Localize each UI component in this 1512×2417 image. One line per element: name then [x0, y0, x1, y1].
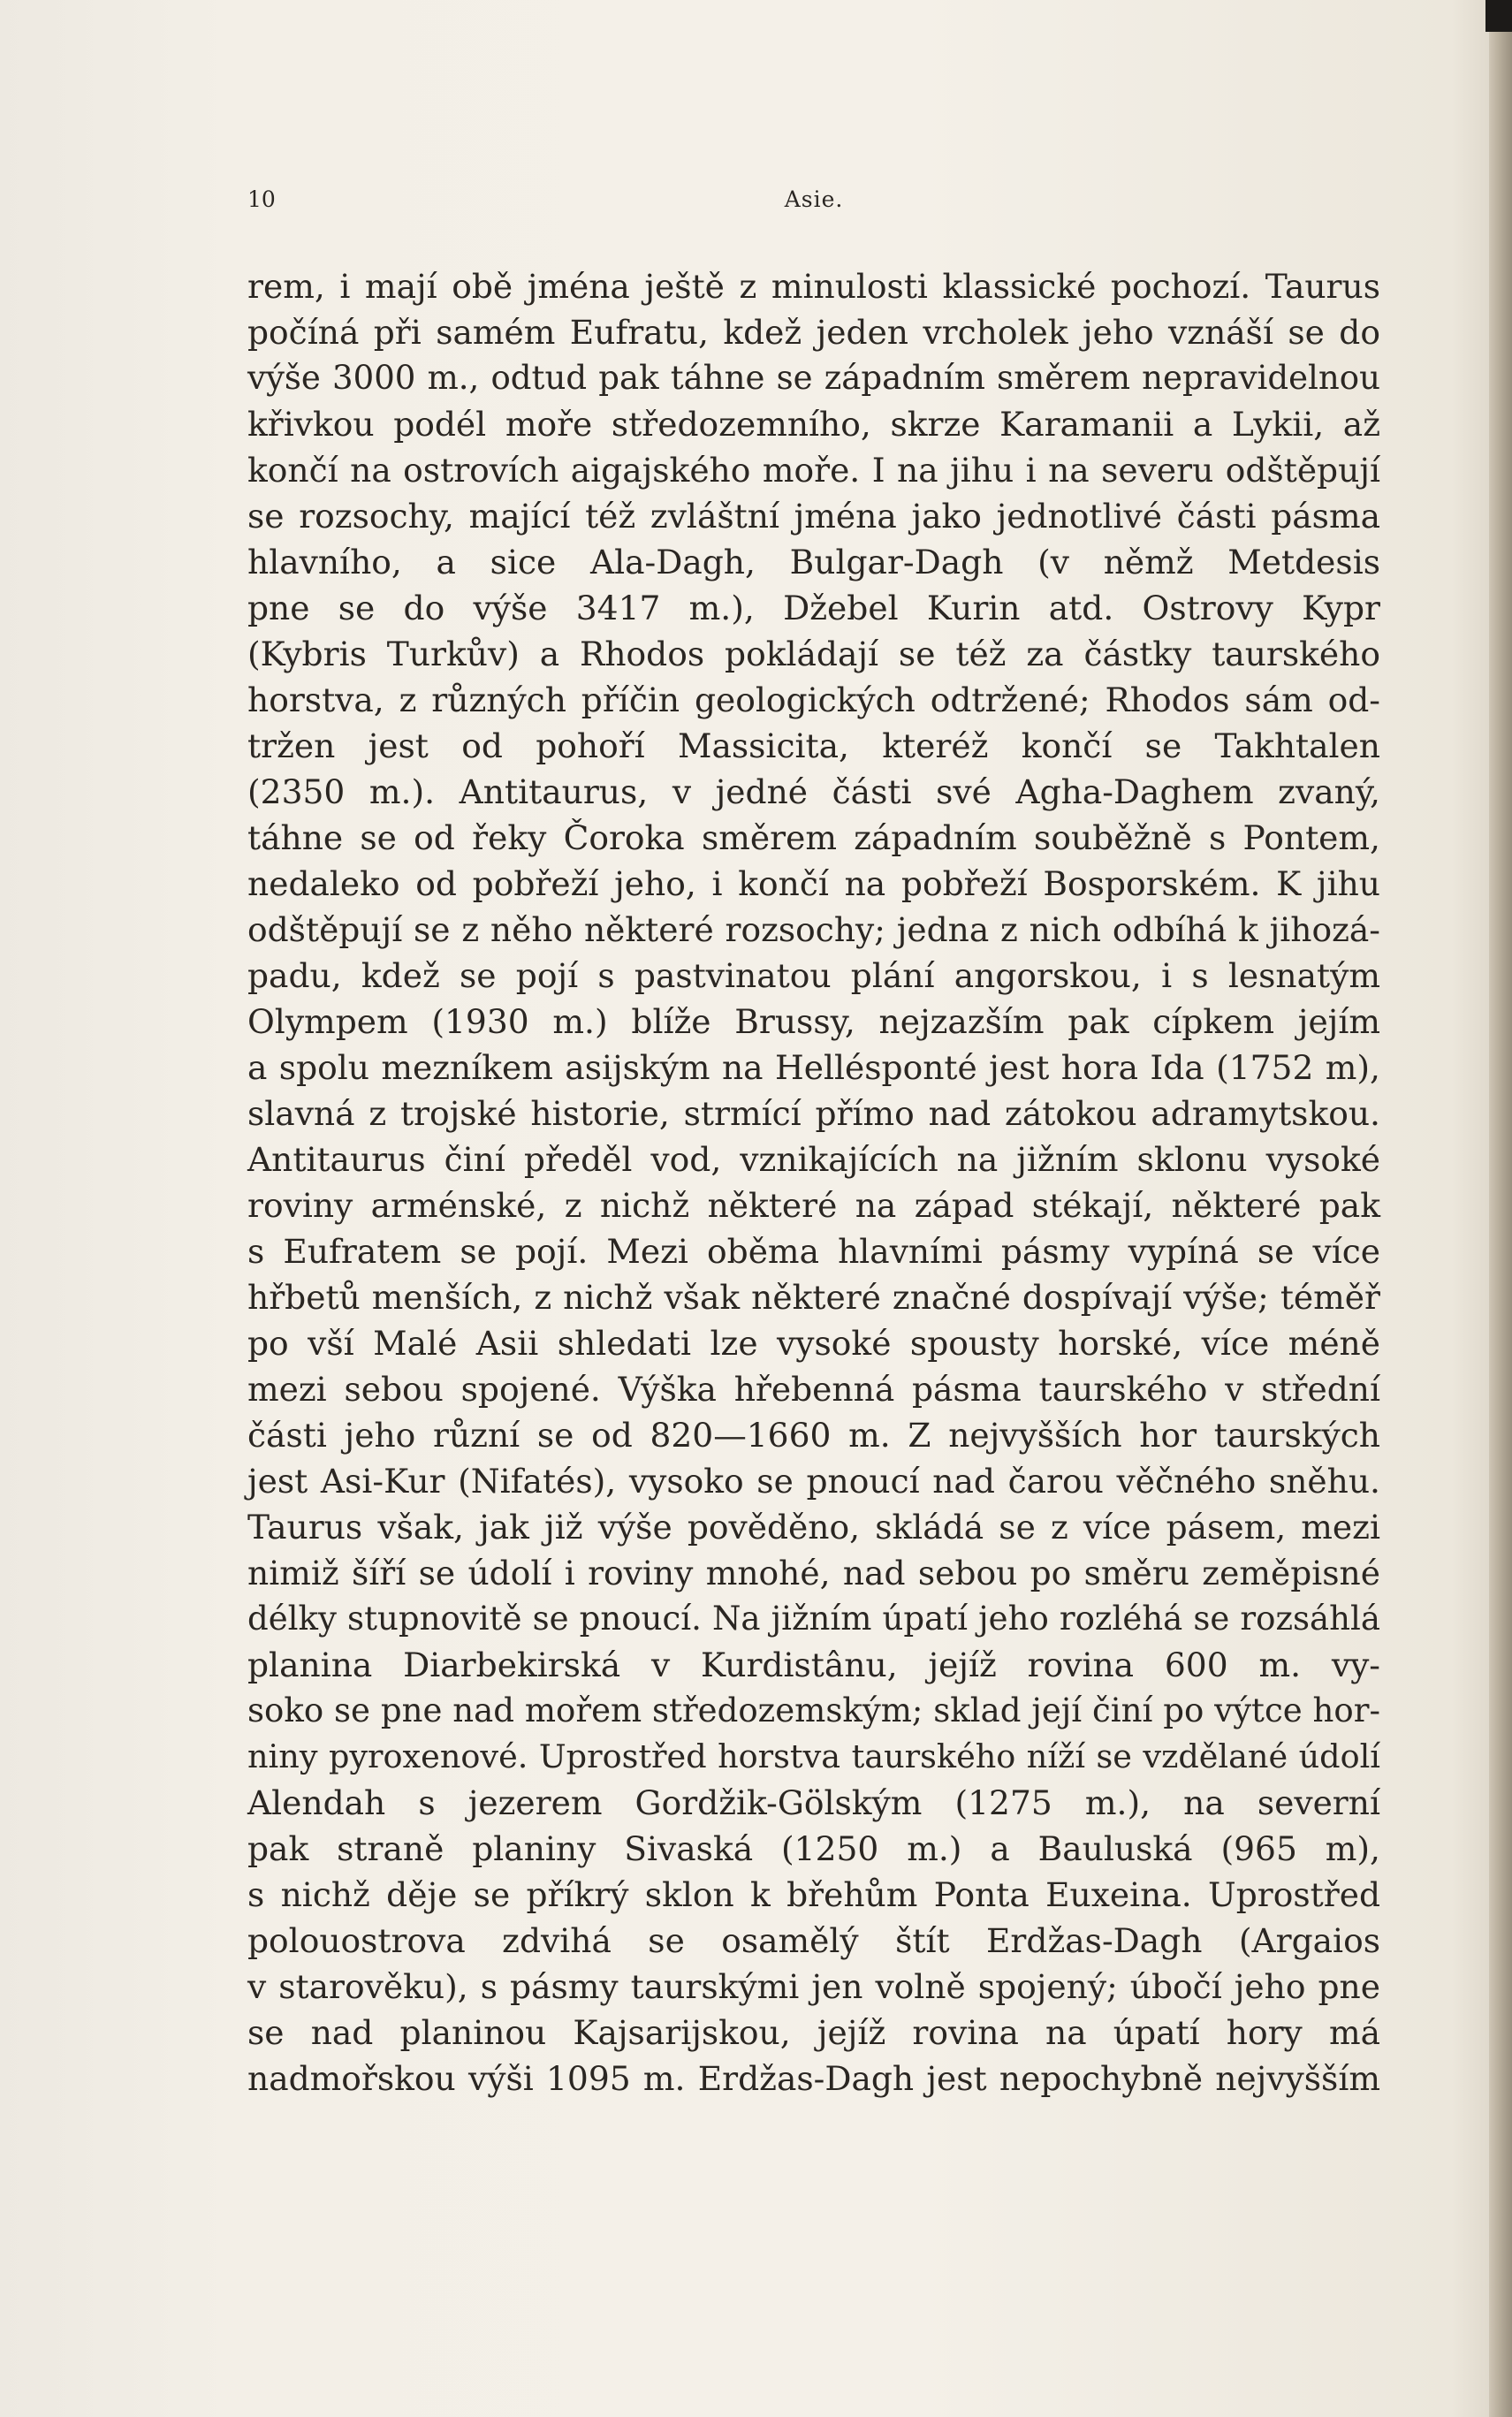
text-line: (2350 m.). Antitaurus, v jedné části své Agha-Daghem zvaný,	[247, 772, 1380, 811]
text-line: části jeho různí se od 820—1660 m. Z nejvyšších hor taurských	[247, 1416, 1380, 1455]
text-line: Alendah s jezerem Gordžik-Gölským (1275 m.), na severní	[247, 1783, 1380, 1822]
text-line: hlavního, a sice Ala-Dagh, Bulgar-Dagh (v němž Metdesis	[247, 543, 1380, 581]
text-line: křivkou podél moře středozemního, skrze Karamanii a Lykii, až	[247, 405, 1380, 444]
text-line: polouostrova zdvihá se osamělý štít Erdžas-Dagh (Argaios	[247, 1921, 1380, 1960]
text-line: po vší Malé Asii shledati lze vysoké spousty horské, více méně	[247, 1324, 1380, 1363]
text-line: tržen jest od pohoří Massicita, kteréž končí se Takhtalen	[247, 726, 1380, 765]
running-title: Asie.	[784, 186, 844, 212]
text-line: pne se do výše 3417 m.), Džebel Kurin atd. Ostrovy Kypr	[247, 589, 1380, 627]
page-edge-shadow	[1489, 0, 1512, 2417]
text-line: nimiž šíří se údolí i roviny mnohé, nad sebou po směru zeměpisné	[247, 1554, 1380, 1592]
text-line: se nad planinou Kajsarijskou, jejíž rovina na úpatí hory má	[247, 2013, 1380, 2052]
running-header	[247, 182, 1380, 217]
text-line: hřbetů menších, z nichž však některé značné dospívají výše; téměř	[247, 1278, 1380, 1317]
text-line: s Eufratem se pojí. Mezi oběma hlavními pásmy vypíná se více	[247, 1232, 1380, 1271]
text-line: nadmořskou výši 1095 m. Erdžas-Dagh jest nepochybně nejvyšším	[247, 2059, 1380, 2098]
text-line: končí na ostrovích aigajského moře. I na jihu i na severu odštěpují	[247, 451, 1380, 490]
text-line: horstva, z různých příčin geologických odtržené; Rhodos sám od-	[247, 680, 1380, 719]
text-line: padu, kdež se pojí s pastvinatou plání angorskou, i s lesnatým	[247, 956, 1380, 995]
text-line: mezi sebou spojené. Výška hřebenná pásma taurského v střední	[247, 1370, 1380, 1409]
text-line: pak straně planiny Sivaská (1250 m.) a Bauluská (965 m),	[247, 1829, 1380, 1868]
text-line: Antitaurus činí předěl vod, vznikajících na jižním sklonu vysoké	[247, 1140, 1380, 1179]
text-line: délky stupnovitě se pnoucí. Na jižním úpatí jeho rozléhá se rozsáhlá	[247, 1600, 1380, 1638]
text-line: slavná z trojské historie, strmící přímo nad zátokou adramytskou.	[247, 1094, 1380, 1133]
text-line: nedaleko od pobřeží jeho, i končí na pobřeží Bosporském. K jihu	[247, 864, 1380, 903]
text-line: a spolu mezníkem asijským na Hellésponté jest hora Ida (1752 m),	[247, 1048, 1380, 1087]
text-line: planina Diarbekirská v Kurdistânu, jejíž rovina 600 m. vy-	[247, 1646, 1380, 1684]
scan-corner-mark	[1485, 0, 1512, 32]
text-line: Olympem (1930 m.) blíže Brussy, nejzazším pak cípkem jejím	[247, 1002, 1380, 1041]
text-line: počíná při samém Eufratu, kdež jeden vrcholek jeho vznáší se do	[247, 313, 1380, 352]
text-line: odštěpují se z něho některé rozsochy; jedna z nich odbíhá k jihozá-	[247, 910, 1380, 949]
page-number: 10	[247, 186, 276, 212]
text-line: Taurus však, jak již výše pověděno, skládá se z více pásem, mezi	[247, 1508, 1380, 1547]
text-line: (Kybris Turkův) a Rhodos pokládají se též za částky taurského	[247, 635, 1380, 673]
text-line: roviny arménské, z nichž některé na západ stékají, některé pak	[247, 1186, 1380, 1225]
text-line: se rozsochy, mající též zvláštní jména jako jednotlivé části pásma	[247, 497, 1380, 536]
text-line: táhne se od řeky Čoroka směrem západním souběžně s Pontem,	[247, 818, 1380, 857]
text-line: výše 3000 m., odtud pak táhne se západním směrem nepravidelnou	[247, 359, 1380, 397]
body-text	[247, 263, 1380, 2102]
text-line: rem, i mají obě jména ještě z minulosti klassické pochozí. Taurus	[247, 267, 1380, 306]
text-line: s nichž děje se příkrý sklon k břehům Ponta Euxeina. Uprostřed	[247, 1875, 1380, 1914]
text-line: soko se pne nad mořem středozemským; sklad její činí po výtce hor-	[247, 1691, 1380, 1729]
text-line: niny pyroxenové. Uprostřed horstva taurského níží se vzdělané údolí	[247, 1737, 1380, 1775]
text-line: v starověku), s pásmy taurskými jen volně spojený; úbočí jeho pne	[247, 1967, 1380, 2006]
text-line: jest Asi-Kur (Nifatés), vysoko se pnoucí nad čarou věčného sněhu.	[247, 1462, 1380, 1501]
